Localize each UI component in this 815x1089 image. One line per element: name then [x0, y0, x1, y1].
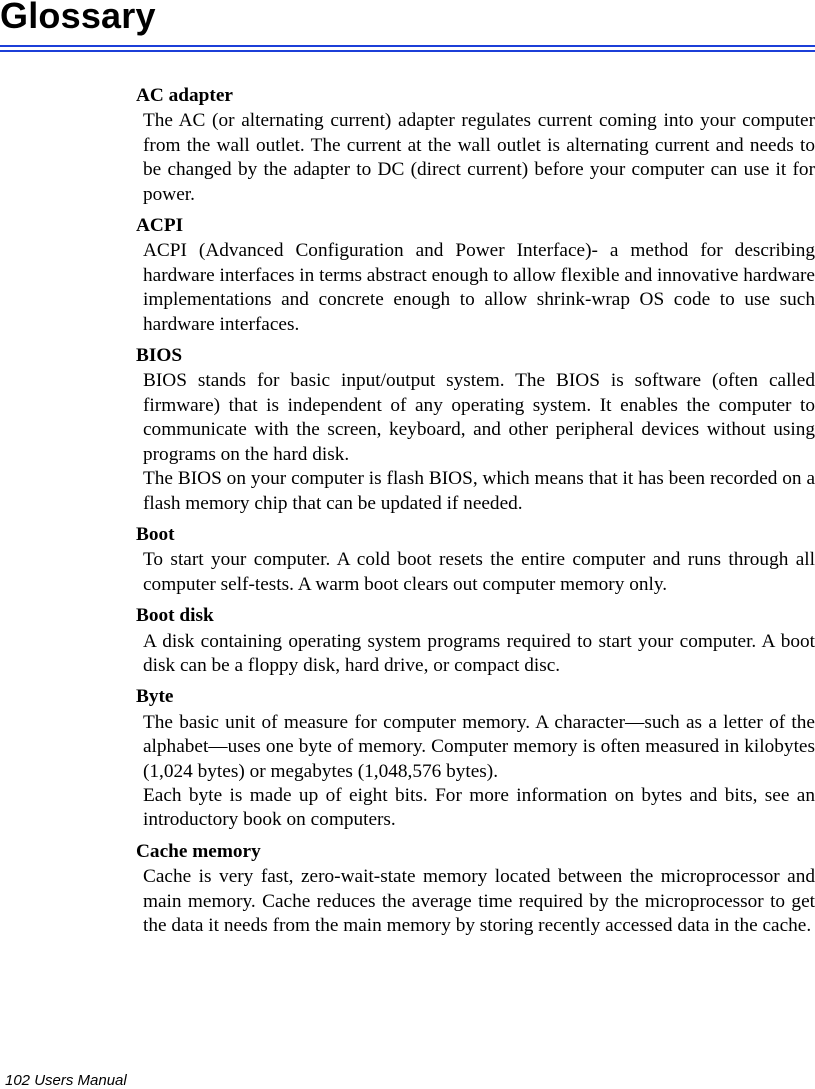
definition-paragraph: Each byte is made up of eight bits. For more information on bytes and bits, see an introductory book on computers.: [143, 784, 815, 831]
glossary-entry: [136, 84, 815, 207]
glossary-definition: [143, 711, 815, 833]
title-double-rule: [0, 45, 815, 57]
definition-paragraph: ACPI (Advanced Configuration and Power Interface)- a method for describing hardware interfaces in terms abstract enough to allow flexible and innovative hardware implementations and concrete enough to allow shrink-wrap OS code to use such hardware interfaces.: [143, 240, 815, 335]
title-rule-line-bottom: [0, 50, 815, 52]
definition-paragraph: A disk containing operating system programs required to start your computer. A boot disk can be a floppy disk, hard drive, or compact disc.: [143, 630, 815, 676]
glossary-term: Byte: [136, 686, 174, 708]
glossary-term: BIOS: [136, 345, 183, 367]
glossary-entry: [136, 344, 815, 516]
definition-paragraph: Cache is very fast, zero-wait-state memory located between the microprocessor and main memory. Cache reduces the average time required by the microprocessor to get the data it needs from the main memory by storing recently accessed data in the cache.: [143, 866, 815, 936]
glossary-term: ACPI: [136, 215, 184, 237]
definition-paragraph: The AC (or alternating current) adapter regulates current coming into your computer from the wall outlet. The current at the wall outlet is alternating current and needs to be changed by the adapter to DC (direct current) before your computer can use it for power.: [143, 110, 815, 205]
definition-paragraph: The BIOS on your computer is flash BIOS, which means that it has been recorded on a flash memory chip that can be updated if needed.: [143, 468, 815, 514]
glossary-entry: [136, 523, 815, 597]
glossary-entry: [136, 685, 815, 832]
glossary-entry: [136, 604, 815, 678]
definition-paragraph: BIOS stands for basic input/output system. The BIOS is software (often called firmware) that is independent of any operating system. It enables the computer to communicate with the screen, keyboard, and other peripheral devices without using programs on the hard disk.: [143, 370, 815, 465]
glossary-term: Boot disk: [136, 605, 214, 627]
glossary-definition: [143, 369, 815, 515]
glossary-definition: [143, 548, 815, 597]
glossary-term: Boot: [136, 523, 175, 545]
glossary-definition: [143, 239, 815, 337]
glossary-definition: [143, 630, 815, 679]
page-footer: 102 Users Manual: [5, 1072, 127, 1089]
title-rule-line-top: [0, 45, 815, 47]
glossary-term: Cache memory: [136, 840, 261, 862]
definition-paragraph: The basic unit of measure for computer memory. A character—such as a letter of the alphabet—uses one byte of memory. Computer memory is often measured in kilobytes (1,024 bytes) or megabytes (1,048,576 bytes).: [143, 711, 815, 782]
glossary-definition: [143, 865, 815, 938]
page-title: Glossary: [0, 0, 156, 36]
glossary-entry: [136, 840, 815, 939]
glossary-list: [136, 84, 815, 945]
definition-paragraph: To start your computer. A cold boot resets the entire computer and runs through all computer self-tests. A warm boot clears out computer memory only.: [143, 549, 815, 595]
glossary-term: AC adapter: [136, 85, 233, 106]
glossary-definition: [143, 109, 815, 207]
glossary-entry: [136, 214, 815, 337]
